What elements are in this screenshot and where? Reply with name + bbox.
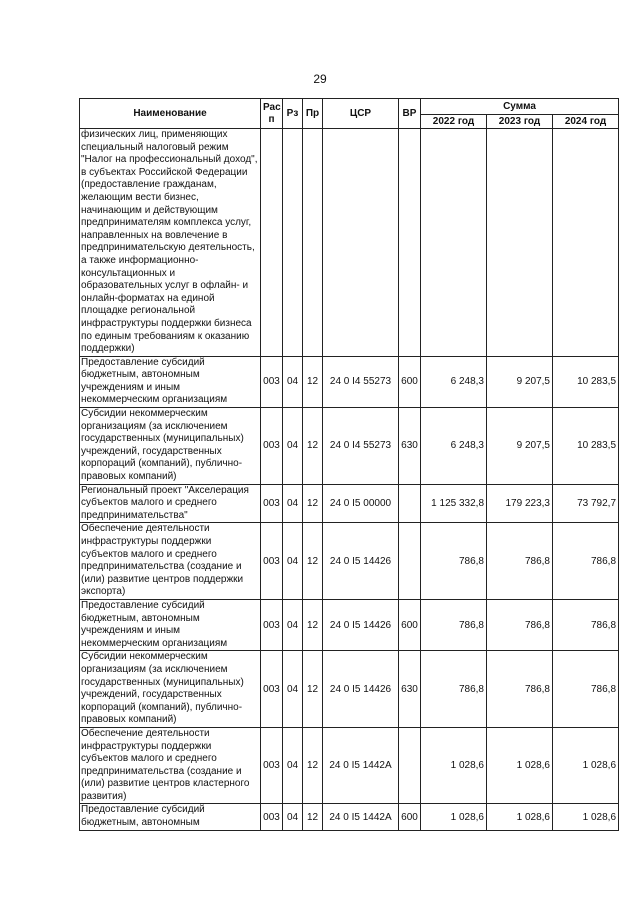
table-row (80, 727, 619, 804)
table-row (80, 484, 619, 523)
row-rz: 04 (283, 651, 303, 728)
header-vr: ВР (399, 99, 421, 129)
row-sum-2024: 786,8 (553, 523, 619, 600)
row-name: Обеспечение деятельности инфраструктуры поддержки субъектов малого и среднего предпринимательства (создание и (или) развитие центров кластерного развития) (80, 727, 261, 804)
row-sum-2023: 9 207,5 (487, 408, 553, 485)
header-year-2023: 2023 год (487, 115, 553, 129)
row-sum-2022: 1 028,6 (421, 727, 487, 804)
row-sum-2024: 73 792,7 (553, 484, 619, 523)
row-pr: 12 (303, 356, 323, 407)
row-vr (399, 523, 421, 600)
row-ras: 003 (261, 599, 283, 650)
row-pr: 12 (303, 651, 323, 728)
row-ras: 003 (261, 727, 283, 804)
row-sum-2022: 786,8 (421, 523, 487, 600)
row-sum-2023: 9 207,5 (487, 356, 553, 407)
page-number: 29 (313, 72, 327, 86)
row-csr: 24 0 I5 14426 (323, 651, 399, 728)
row-name: Региональный проект "Акселерация субъектов малого и среднего предпринимательства" (80, 484, 261, 523)
budget-table (79, 98, 619, 831)
row-name: Субсидии некоммерческим организациям (за исключением государственных (муниципальных) учреждений, государственных корпораций (компаний), публично-правовых компаний) (80, 408, 261, 485)
header-year-2022: 2022 год (421, 115, 487, 129)
row-sum-2024: 10 283,5 (553, 408, 619, 485)
row-name: физических лиц, применяющих специальный налоговый режим "Налог на профессиональный доход", в субъектах Российской Федерации (предоставление гражданам, желающим вести бизнес, начинающим и действующим предпринимателям комплекса услуг, направленных на вовлечение в предпринимательскую деятельность, а также информационно-консультационных и образовательных услуг в офлайн- и онлайн-форматах на единой площадке региональной инфраструктуры поддержки бизнеса по единым требованиям к оказанию поддержки) (80, 129, 261, 357)
row-sum-2023: 1 028,6 (487, 727, 553, 804)
row-csr: 24 0 I4 55273 (323, 356, 399, 407)
row-name: Субсидии некоммерческим организациям (за исключением государственных (муниципальных) учреждений, государственных корпораций (компаний), публично-правовых компаний) (80, 651, 261, 728)
row-name: Предоставление субсидий бюджетным, автономным учреждениям и иным некоммерческим организациям (80, 356, 261, 407)
row-rz: 04 (283, 523, 303, 600)
row-rz: 04 (283, 727, 303, 804)
row-vr: 600 (399, 599, 421, 650)
row-rz: 04 (283, 599, 303, 650)
row-name: Обеспечение деятельности инфраструктуры поддержки субъектов малого и среднего предпринимательства (создание и (или) развитие центров поддержки экспорта) (80, 523, 261, 600)
row-pr: 12 (303, 484, 323, 523)
header-name: Наименование (80, 99, 261, 129)
table-row (80, 599, 619, 650)
table-row (80, 408, 619, 485)
header-csr: ЦСР (323, 99, 399, 129)
row-vr: 630 (399, 651, 421, 728)
row-pr: 12 (303, 727, 323, 804)
row-sum-2024 (553, 129, 619, 357)
row-sum-2024: 10 283,5 (553, 356, 619, 407)
table-row (80, 523, 619, 600)
row-csr: 24 0 I5 14426 (323, 599, 399, 650)
row-ras (261, 129, 283, 357)
row-sum-2022: 6 248,3 (421, 408, 487, 485)
row-ras: 003 (261, 484, 283, 523)
row-sum-2022: 1 125 332,8 (421, 484, 487, 523)
row-csr: 24 0 I5 1442A (323, 804, 399, 830)
row-rz: 04 (283, 408, 303, 485)
row-name: Предоставление субсидий бюджетным, автономным (80, 804, 261, 830)
row-sum-2024: 786,8 (553, 599, 619, 650)
row-vr: 600 (399, 356, 421, 407)
table-row (80, 651, 619, 728)
row-sum-2022: 6 248,3 (421, 356, 487, 407)
row-csr: 24 0 I5 1442A (323, 727, 399, 804)
row-ras: 003 (261, 523, 283, 600)
row-vr: 630 (399, 408, 421, 485)
header-rz: Рз (283, 99, 303, 129)
row-csr: 24 0 I5 14426 (323, 523, 399, 600)
row-sum-2022: 1 028,6 (421, 804, 487, 830)
row-sum-2022: 786,8 (421, 651, 487, 728)
row-vr (399, 484, 421, 523)
header-year-2024: 2024 год (553, 115, 619, 129)
row-sum-2024: 786,8 (553, 651, 619, 728)
row-pr: 12 (303, 804, 323, 830)
row-sum-2023: 786,8 (487, 523, 553, 600)
row-vr: 600 (399, 804, 421, 830)
row-ras: 003 (261, 356, 283, 407)
row-vr (399, 727, 421, 804)
table-row (80, 129, 619, 357)
header-ras: Рас п (261, 99, 283, 129)
row-sum-2023: 786,8 (487, 599, 553, 650)
table-row (80, 804, 619, 830)
row-csr: 24 0 I4 55273 (323, 408, 399, 485)
row-pr: 12 (303, 523, 323, 600)
row-sum-2024: 1 028,6 (553, 727, 619, 804)
table-row (80, 356, 619, 407)
row-csr: 24 0 I5 00000 (323, 484, 399, 523)
row-ras: 003 (261, 651, 283, 728)
row-sum-2023: 179 223,3 (487, 484, 553, 523)
row-rz: 04 (283, 484, 303, 523)
header-sum: Сумма (421, 99, 619, 115)
row-sum-2023: 786,8 (487, 651, 553, 728)
row-csr (323, 129, 399, 357)
row-ras: 003 (261, 408, 283, 485)
row-ras: 003 (261, 804, 283, 830)
row-rz (283, 129, 303, 357)
row-pr (303, 129, 323, 357)
row-name: Предоставление субсидий бюджетным, автономным учреждениям и иным некоммерческим организациям (80, 599, 261, 650)
row-rz: 04 (283, 804, 303, 830)
row-vr (399, 129, 421, 357)
row-sum-2023: 1 028,6 (487, 804, 553, 830)
row-pr: 12 (303, 599, 323, 650)
row-sum-2022: 786,8 (421, 599, 487, 650)
row-pr: 12 (303, 408, 323, 485)
row-sum-2022 (421, 129, 487, 357)
header-pr: Пр (303, 99, 323, 129)
row-sum-2024: 1 028,6 (553, 804, 619, 830)
row-sum-2023 (487, 129, 553, 357)
row-rz: 04 (283, 356, 303, 407)
